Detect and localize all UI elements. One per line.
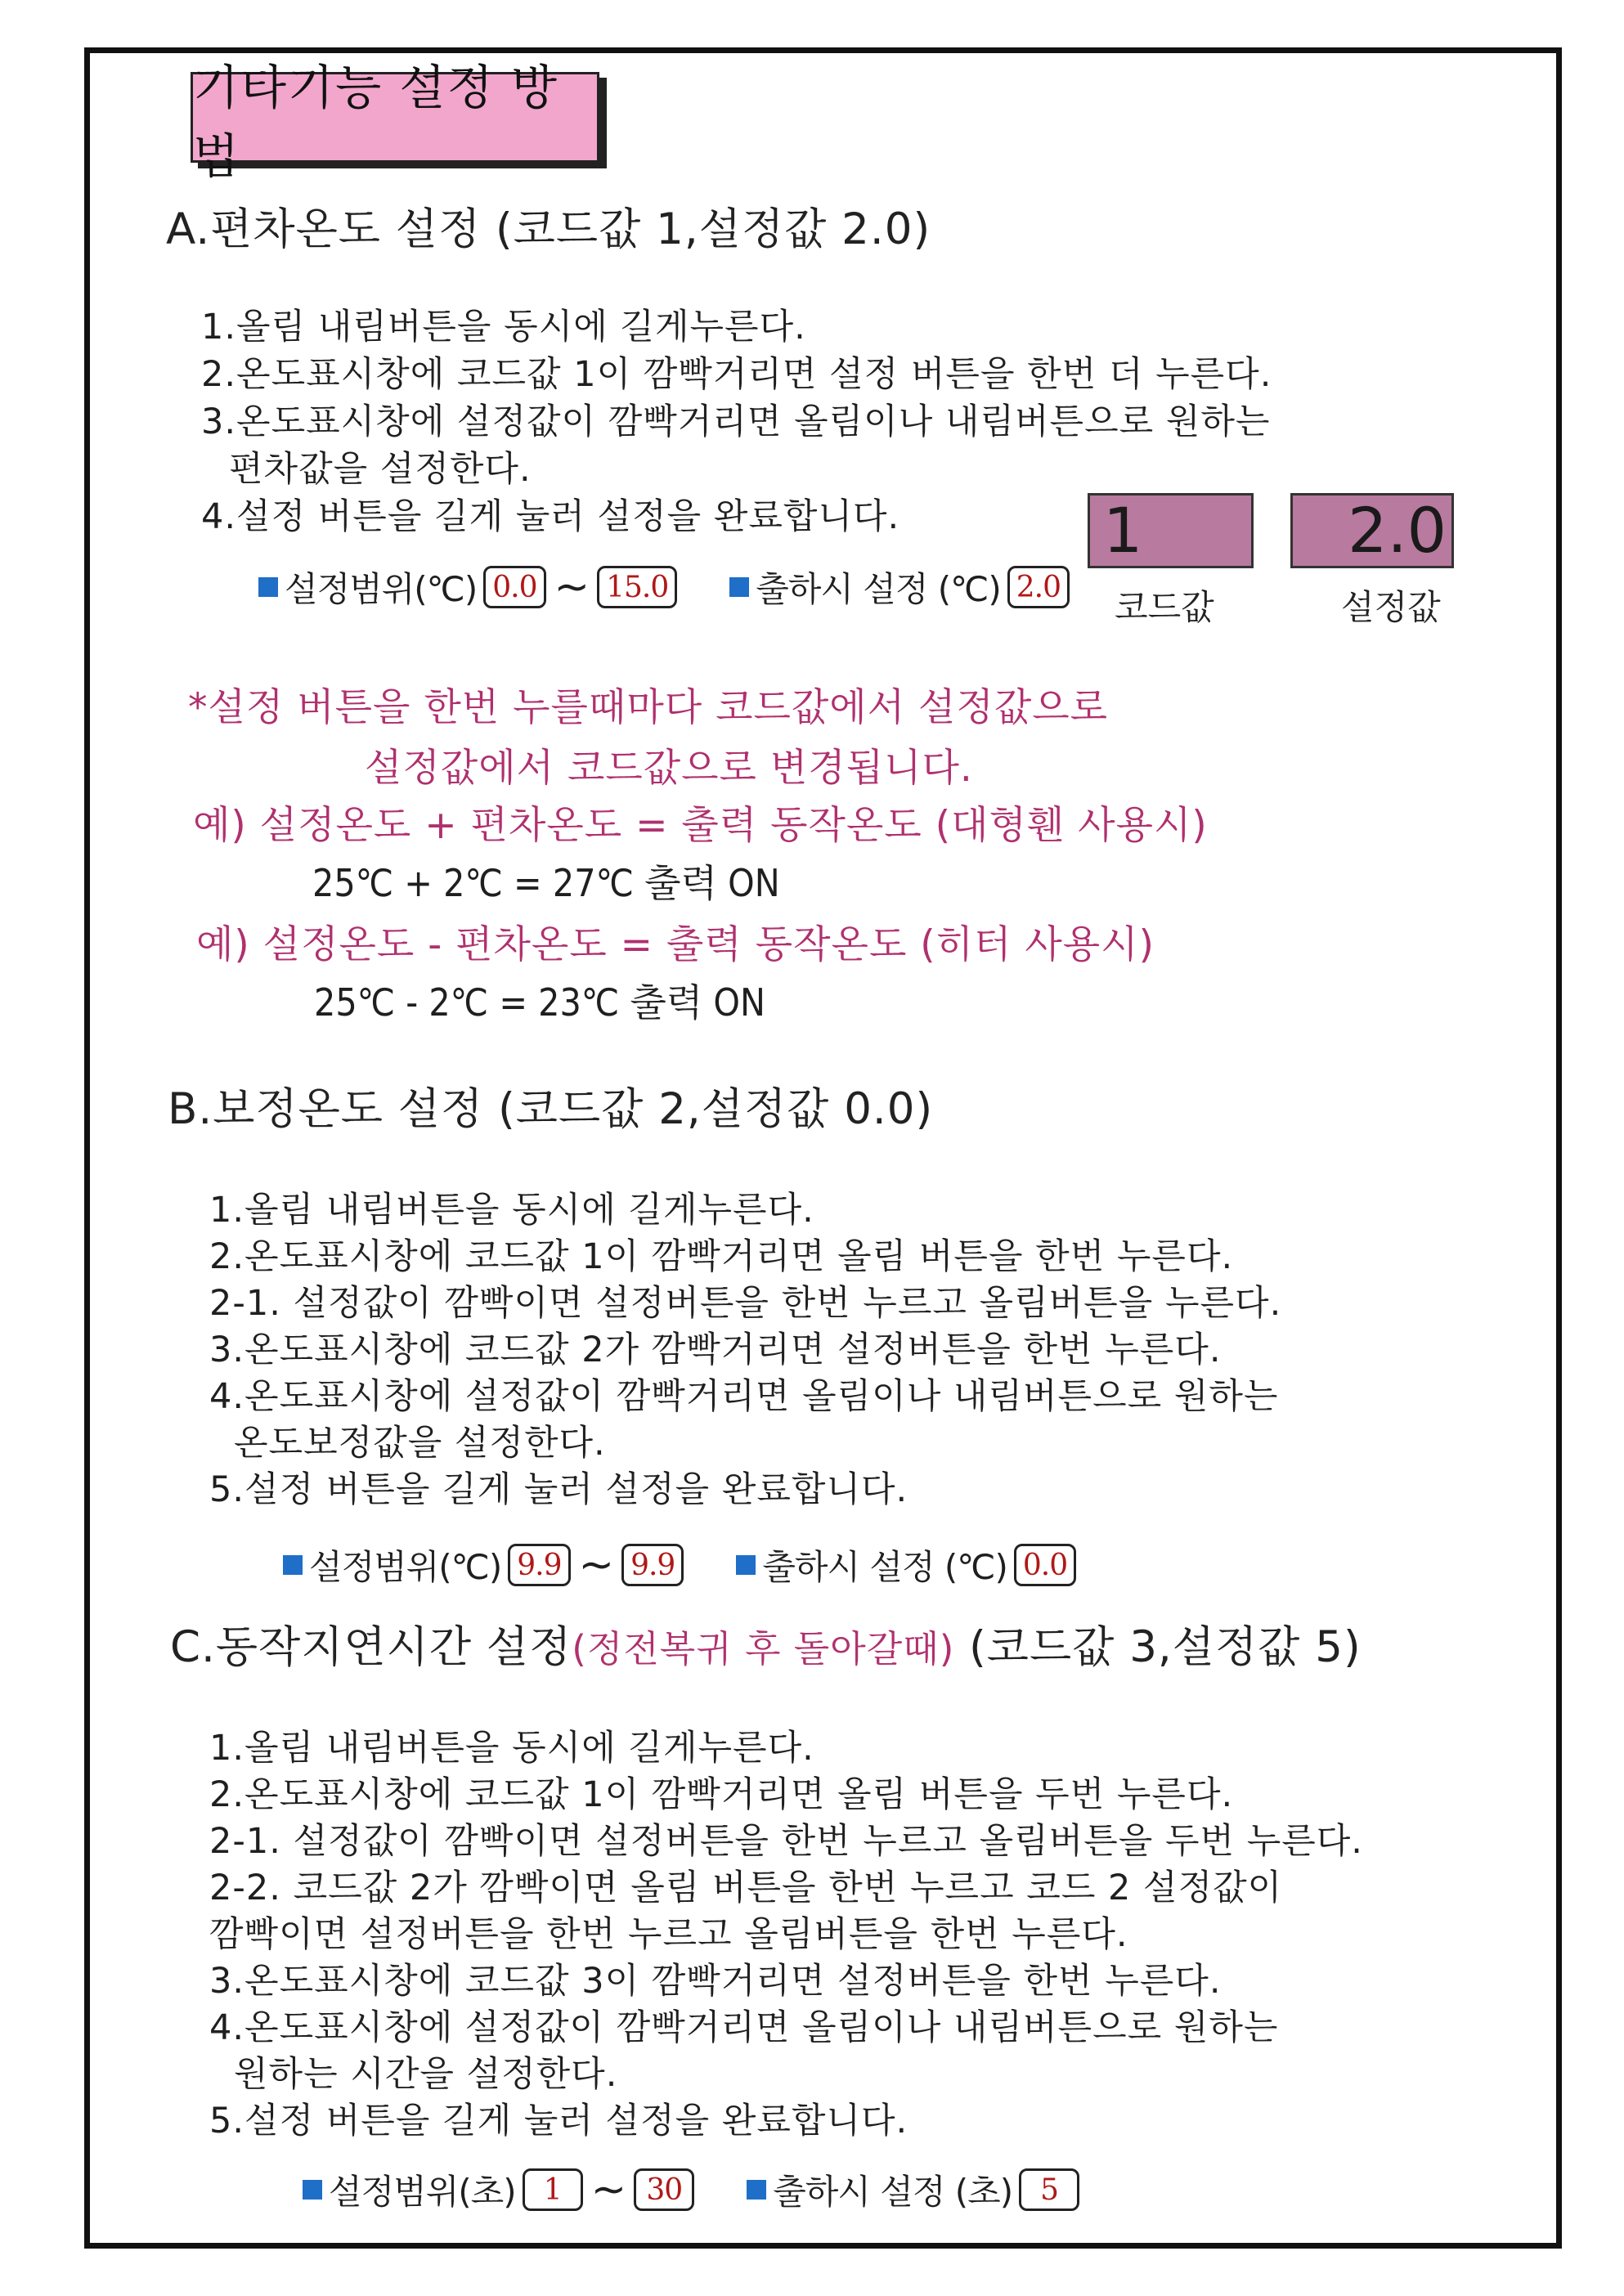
section-a-step: 3.온도표시창에 설정값이 깜빡거리면 올림이나 내림버튼으로 원하는 [201,401,1271,442]
section-c-step: 깜빡이면 설정버튼을 한번 누르고 올림버튼을 한번 누른다. [209,1914,1128,1955]
section-c-heading [170,1612,1362,1675]
section-c-range-row [303,2165,1086,2214]
range-label: 설정범위(℃) [309,1547,502,1587]
section-a-range-row [258,563,1076,612]
default-label: 출하시 설정 (℃) [762,1547,1007,1587]
set-value-label: 설정값 [1341,587,1441,627]
range-min-box: 1 [523,2168,583,2211]
default-value-box: 5 [1019,2168,1079,2211]
section-c-step: 2.온도표시창에 코드값 1이 깜빡거리면 올림 버튼을 두번 누른다. [209,1774,1234,1815]
range-max-box: 30 [634,2168,694,2211]
default-value-box: 0.0 [1014,1544,1076,1586]
note-line: 설정값에서 코드값으로 변경됩니다. [365,746,973,791]
range-tilde: ~ [554,563,590,612]
set-value-display: 2.0 [1290,493,1454,568]
section-c-step: 4.온도표시창에 설정값이 깜빡거리면 올림이나 내림버튼으로 원하는 [209,2007,1279,2048]
section-b-heading: B.보정온도 설정 (코드값 2,설정값 0.0) [168,1084,934,1134]
bullet-icon [303,2180,322,2200]
section-a-heading: A.편차온도 설정 (코드값 1,설정값 2.0) [166,204,931,254]
bullet-icon [258,577,278,597]
default-label: 출하시 설정 (℃) [756,569,1001,609]
example-formula: 예) 설정온도 + 편차온도 = 출력 동작온도 (대형휀 사용시) [193,803,1208,848]
bullet-icon [747,2180,766,2200]
range-label: 설정범위(초) [329,2172,516,2212]
section-a-step: 1.올림 내림버튼을 동시에 길게누른다. [201,307,806,348]
example-calc: 25℃ - 2℃ = 23℃ 출력 ON [314,980,765,1025]
section-c-step: 원하는 시간을 설정한다. [234,2054,618,2095]
default-value-box: 2.0 [1007,566,1070,608]
section-c-step: 3.온도표시창에 코드값 3이 깜빡거리면 설정버튼을 한번 누른다. [209,1961,1222,2002]
example-calc: 25℃ + 2℃ = 27℃ 출력 ON [312,861,780,905]
section-c-step: 5.설정 버튼을 길게 눌러 설정을 완료합니다. [209,2101,908,2141]
section-b-step: 2-1. 설정값이 깜빡이면 설정버튼을 한번 누르고 올림버튼을 누른다. [209,1283,1282,1324]
note-line: *설정 버튼을 한번 누를때마다 코드값에서 설정값으로 [188,685,1109,730]
range-max-box: 15.0 [597,566,677,608]
range-tilde: ~ [590,2165,626,2214]
section-c-step: 2-1. 설정값이 깜빡이면 설정버튼을 한번 누르고 올림버튼을 두번 누른다. [209,1821,1363,1862]
range-label: 설정범위(℃) [285,569,478,609]
section-b-step: 1.올림 내림버튼을 동시에 길게누른다. [209,1190,814,1231]
bullet-icon [736,1555,756,1575]
code-value-label: 코드값 [1115,587,1214,627]
example-formula: 예) 설정온도 - 편차온도 = 출력 동작온도 (히터 사용시) [196,922,1155,967]
page-title: 기타기능 설정 방법 [191,72,599,163]
section-c-step: 2-2. 코드값 2가 깜빡이면 올림 버튼을 한번 누르고 코드 2 설정값이 [209,1868,1283,1908]
section-a-step: 2.온도표시창에 코드값 1이 깜빡거리면 설정 버튼을 한번 더 누른다. [201,354,1272,395]
range-min-box: 9.9 [508,1544,570,1586]
section-b-step: 4.온도표시창에 설정값이 깜빡거리면 올림이나 내림버튼으로 원하는 [209,1376,1279,1417]
section-c-heading-note: (정전복귀 후 돌아갈때) [572,1627,955,1670]
bullet-icon [283,1555,303,1575]
section-b-step: 5.설정 버튼을 길게 눌러 설정을 완료합니다. [209,1469,908,1510]
bullet-icon [729,577,749,597]
range-min-box: 0.0 [483,566,545,608]
section-c-heading-tail: (코드값 3,설정값 5) [954,1622,1362,1672]
section-c-step: 1.올림 내림버튼을 동시에 길게누른다. [209,1728,814,1769]
section-b-step: 2.온도표시창에 코드값 1이 깜빡거리면 올림 버튼을 한번 누른다. [209,1236,1234,1277]
section-a-step: 편차값을 설정한다. [229,449,532,490]
section-b-step: 온도보정값을 설정한다. [234,1423,606,1464]
section-b-step: 3.온도표시창에 코드값 2가 깜빡거리면 설정버튼을 한번 누른다. [209,1330,1222,1370]
range-tilde: ~ [578,1540,614,1590]
default-label: 출하시 설정 (초) [773,2172,1013,2212]
section-c-heading-main: C.동작지연시간 설정 [170,1622,572,1672]
code-value-display: 1 [1088,493,1254,568]
section-b-range-row [283,1540,1083,1590]
section-a-step: 4.설정 버튼을 길게 눌러 설정을 완료합니다. [201,496,900,537]
range-max-box: 9.9 [621,1544,684,1586]
